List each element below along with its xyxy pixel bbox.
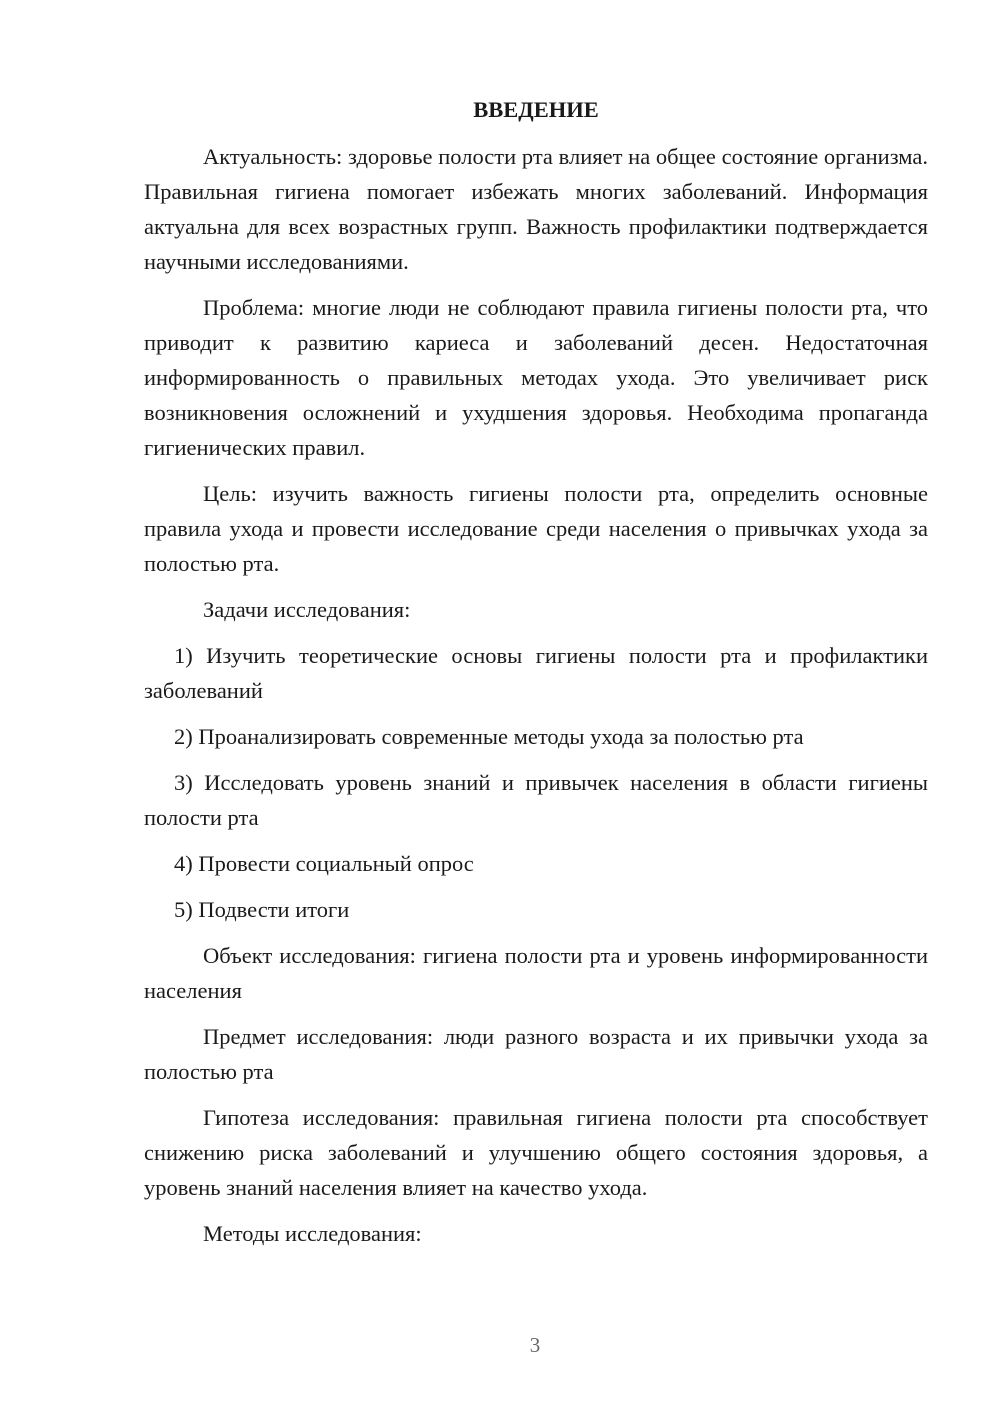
document-page — [144, 92, 928, 1262]
task-item: 1) Изучить теоретические основы гигиены полости рта и профилактики заболеваний — [144, 643, 928, 703]
section-title: ВВЕДЕНИЕ — [473, 97, 599, 122]
problem-paragraph: Проблема: многие люди не соблюдают правила гигиены полости рта, что приводит к развитию кариеса и заболеваний десен. Недостаточная информированность о правильных методах ухода. Это увеличивает риск возникновения осложнений и ухудшения здоровья. Необходима пропаганда гигиенических правил. — [144, 295, 928, 460]
goal-paragraph: Цель: изучить важность гигиены полости рта, определить основные правила ухода и провести исследование среди населения о привычках ухода за полостью рта. — [144, 481, 928, 576]
tasks-heading: Задачи исследования: — [203, 597, 411, 622]
subject-paragraph: Предмет исследования: люди разного возраста и их привычки ухода за полостью рта — [144, 1024, 928, 1084]
task-item: 4) Провести социальный опрос — [174, 851, 474, 876]
task-item: 3) Исследовать уровень знаний и привычек населения в области гигиены полости рта — [144, 770, 928, 830]
task-item: 5) Подвести итоги — [174, 897, 350, 922]
relevance-paragraph: Актуальность: здоровье полости рта влияет на общее состояние организма. Правильная гигиена помогает избежать многих заболеваний. Информация актуальна для всех возрастных групп. Важность профилактики подтверждается научными исследованиями. — [144, 144, 928, 274]
task-item: 2) Проанализировать современные методы ухода за полостью рта — [174, 724, 804, 749]
methods-heading: Методы исследования: — [203, 1221, 422, 1246]
page-number: 3 — [529, 1333, 541, 1357]
hypothesis-paragraph: Гипотеза исследования: правильная гигиена полости рта способствует снижению риска заболеваний и улучшению общего состояния здоровья, а уровень знаний населения влияет на качество ухода. — [144, 1105, 928, 1200]
object-paragraph: Объект исследования: гигиена полости рта и уровень информированности населения — [144, 943, 928, 1003]
